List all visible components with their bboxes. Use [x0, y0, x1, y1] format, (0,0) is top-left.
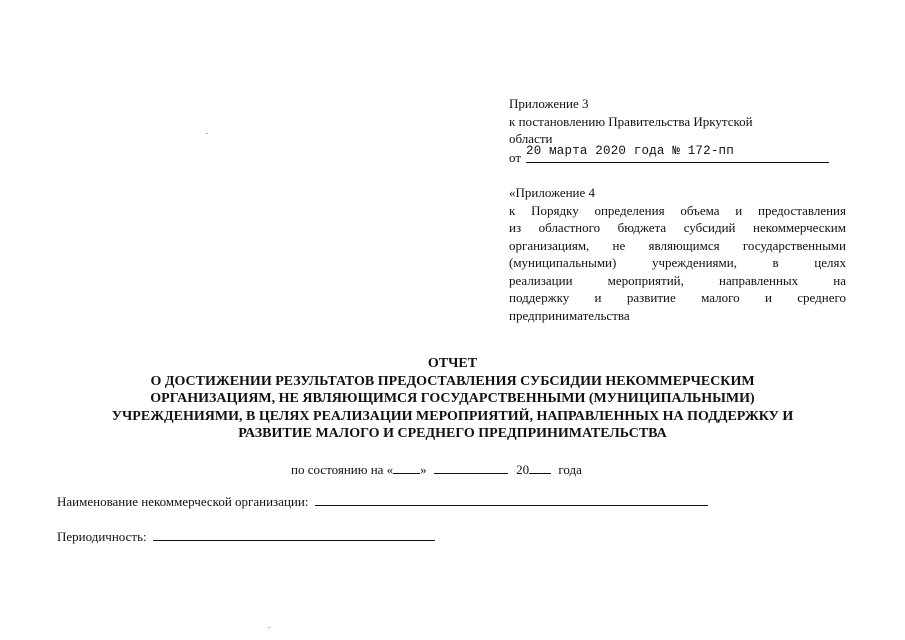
- report-heading: ОТЧЕТ: [427, 356, 478, 371]
- resolution-line: области: [509, 131, 553, 146]
- status-date-close-quote: »: [420, 462, 427, 477]
- scan-speck: [206, 133, 208, 134]
- report-title-line: О ДОСТИЖЕНИИ РЕЗУЛЬТАТОВ ПРЕДОСТАВЛЕНИЯ СУБСИДИИ НЕКОММЕРЧЕСКИМ: [150, 373, 755, 389]
- org-name-label: Наименование некоммерческой организации:: [57, 494, 309, 509]
- org-name-blank[interactable]: [315, 493, 708, 506]
- appendix-4-block: [509, 184, 846, 324]
- org-name-field: [57, 493, 708, 510]
- date-value: 20 марта 2020 года № 172-пп: [526, 144, 734, 158]
- periodicity-label: Периодичность:: [57, 529, 147, 544]
- appendix-4-line: организациям, не являющимся государственными: [509, 237, 846, 253]
- resolution-line: к постановлению Правительства Иркутской: [509, 113, 753, 129]
- appendix-4-line: (муниципальными) учреждениями, в целях: [509, 255, 846, 270]
- resolution-date-line: [509, 144, 834, 165]
- report-title: [30, 355, 875, 443]
- appendix-4-line: к Порядку определения объема и предоставления: [509, 202, 846, 218]
- status-date-prefix: по состоянию на «: [291, 462, 394, 477]
- date-prefix: от: [509, 150, 522, 165]
- year-blank[interactable]: [529, 461, 551, 474]
- status-date-suffix: года: [558, 462, 582, 477]
- report-title-line: ОРГАНИЗАЦИЯМ, НЕ ЯВЛЯЮЩИМСЯ ГОСУДАРСТВЕННЫМИ (МУНИЦИПАЛЬНЫМИ): [150, 391, 755, 406]
- report-title-line: РАЗВИТИЕ МАЛОГО И СРЕДНЕГО ПРЕДПРИНИМАТЕЛЬСТВА: [238, 426, 667, 441]
- appendix-3-block: [509, 95, 849, 148]
- month-blank[interactable]: [434, 461, 508, 474]
- appendix-label: Приложение 3: [509, 96, 589, 111]
- appendix-4-line: из областного бюджета субсидий некоммерческим: [509, 220, 846, 235]
- date-underline: [526, 162, 829, 163]
- appendix-4-line: поддержку и развитие малого и среднего: [509, 290, 846, 305]
- appendix-4-line: реализации мероприятий, направленных на: [509, 272, 846, 288]
- scan-speck: [268, 627, 270, 628]
- periodicity-field: [57, 528, 435, 545]
- periodicity-blank[interactable]: [153, 528, 435, 541]
- appendix-4-line: «Приложение 4: [509, 185, 596, 200]
- day-blank[interactable]: [393, 461, 420, 474]
- year-prefix: 20: [516, 462, 530, 477]
- appendix-4-line: предпринимательства: [509, 307, 630, 323]
- report-title-line: УЧРЕЖДЕНИЯМИ, В ЦЕЛЯХ РЕАЛИЗАЦИИ МЕРОПРИЯТИЙ, НАПРАВЛЕННЫХ НА ПОДДЕРЖКУ И: [111, 408, 794, 424]
- status-date-line: [291, 461, 582, 478]
